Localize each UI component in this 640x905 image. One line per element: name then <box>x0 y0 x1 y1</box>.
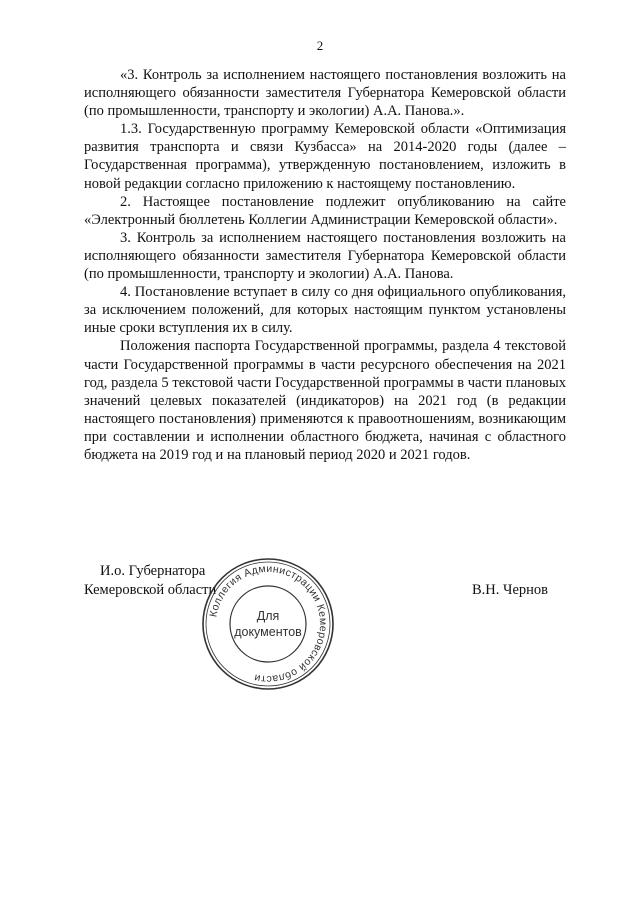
paragraph-applicability: Положения паспорта Государственной программы, раздела 4 текстовой части Государственной программы в части ресурсного обеспечения на 2021 год, раздела 5 текстовой части Государственной программы в части плановых значений целевых показателей (индикаторов) на 2021 год (в редакции настоящего постановления) применяются к правоотношениям, возникающим при составлении и исполнении областного бюджета, начиная с областного бюджета на 2019 год и на плановый период 2020 и 2021 годов. <box>84 338 566 463</box>
paragraph-control: 3. Контроль за исполнением настоящего постановления возложить на исполняющего обязанности заместителя Губернатора Кемеровской области (по промышленности, транспорту и экологии) А.А. Панова. <box>84 229 566 283</box>
paragraph-control-clause: «3. Контроль за исполнением настоящего постановления возложить на исполняющего обязанности заместителя Губернатора Кемеровской области (по промышленности, транспорту и экологии) А.А. Панова.». <box>84 67 566 120</box>
paragraph-publication: 2. Настоящее постановление подлежит опубликованию на сайте «Электронный бюллетень Коллегии Администрации Кемеровской области». <box>84 193 566 228</box>
seal-center-line1: Для <box>256 609 280 623</box>
signatory-name: В.Н. Чернов <box>472 582 548 598</box>
signatory-position-line1: И.о. Губернатора <box>100 563 206 579</box>
seal-inner-ring <box>230 586 306 662</box>
page-number: 2 <box>316 38 324 53</box>
official-seal-stamp <box>200 556 336 692</box>
seal-graphic <box>200 556 336 692</box>
seal-outer-ring <box>203 559 333 689</box>
seal-outer-ring-inner <box>206 562 330 686</box>
signatory-position <box>84 562 216 599</box>
seal-center-line2: документов <box>234 625 302 639</box>
seal-ring-text <box>207 563 329 685</box>
paragraph-entry-into-force: 4. Постановление вступает в силу со дня официального опубликования, за исключением положений, для которых настоящим пунктом установлены иные сроки вступления их в силу. <box>84 284 566 337</box>
signatory-position-line2: Кемеровской области <box>84 581 217 598</box>
seal-ring-textpath: Коллегия Администрации Кемеровской области <box>207 562 330 686</box>
paragraph-program-amendment: 1.3. Государственную программу Кемеровской области «Оптимизация развития транспорта и связи Кузбасса» на 2014-2020 годы (далее – Государственная программа), утвержденную постановлением, изложить в новой редакции согласно приложению к настоящему постановлению. <box>84 121 566 192</box>
document-body <box>84 66 566 464</box>
